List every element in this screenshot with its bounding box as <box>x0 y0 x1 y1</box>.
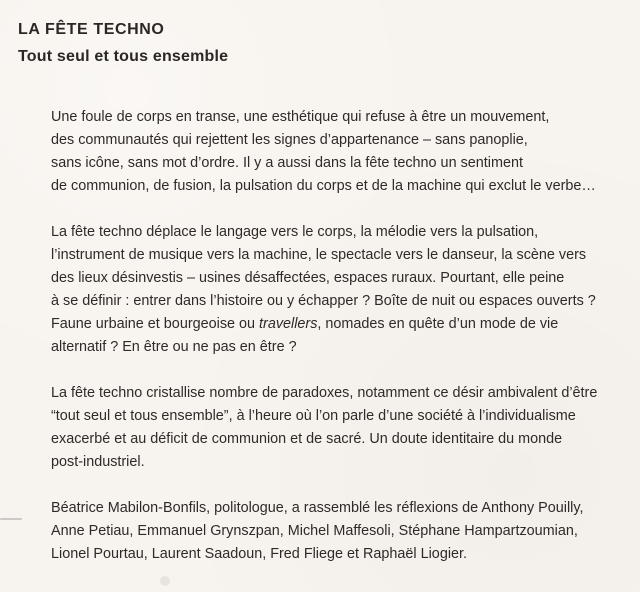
text-line-with-italic <box>51 313 626 336</box>
page-title: LA FÊTE TECHNO <box>18 21 165 38</box>
text-line: La fête techno cristallise nombre de paradoxes, notamment ce désir ambivalent d’être <box>51 385 598 401</box>
body-text <box>51 106 626 589</box>
text-line: alternatif ? En être ou ne pas en être ? <box>51 339 297 355</box>
paragraph-4 <box>51 497 626 566</box>
header <box>18 20 228 68</box>
text-line: l’instrument de musique vers la machine, le spectacle vers le danseur, la scène vers <box>51 247 587 263</box>
text-line: Une foule de corps en transe, une esthétique qui refuse à être un mouvement, <box>51 109 550 125</box>
text-line: “tout seul et tous ensemble”, à l’heure où l’on parle d’une société à l’individualisme <box>51 408 576 424</box>
page-subtitle: Tout seul et tous ensemble <box>18 48 229 65</box>
text-line: sans icône, sans mot d’ordre. Il y a aussi dans la fête techno un sentiment <box>51 155 523 171</box>
text-line: exacerbé et au déficit de communion et de sacré. Un doute identitaire du monde <box>51 431 563 447</box>
text-line: Lionel Pourtau, Laurent Saadoun, Fred Fliege et Raphaël Liogier. <box>51 546 468 562</box>
text-line: des lieux désinvestis – usines désaffectées, espaces ruraux. Pourtant, elle peine <box>51 270 565 286</box>
text-line: Anne Petiau, Emmanuel Grynszpan, Michel Maffesoli, Stéphane Hampartzoumian, <box>51 523 578 539</box>
paragraph-1 <box>51 106 626 198</box>
scan-mark <box>0 518 22 520</box>
italic-term: travellers <box>259 316 318 332</box>
text-line: des communautés qui rejettent les signes d’appartenance – sans panoplie, <box>51 132 528 148</box>
text-line: Béatrice Mabilon-Bonfils, politologue, a rassemblé les réflexions de Anthony Pouilly, <box>51 500 584 516</box>
text-line: de communion, de fusion, la pulsation du corps et de la machine qui exclut le verbe… <box>51 178 596 194</box>
text-line: La fête techno déplace le langage vers le corps, la mélodie vers la pulsation, <box>51 224 539 240</box>
text-line: post-industriel. <box>51 454 145 470</box>
paragraph-3 <box>51 382 626 474</box>
text-segment: , nomades en quête d’un mode de vie <box>317 316 559 332</box>
text-line: à se définir : entrer dans l’histoire ou y échapper ? Boîte de nuit ou espaces ouverts ? <box>51 293 596 309</box>
text-segment: Faune urbaine et bourgeoise ou <box>51 316 260 332</box>
paragraph-2 <box>51 221 626 359</box>
